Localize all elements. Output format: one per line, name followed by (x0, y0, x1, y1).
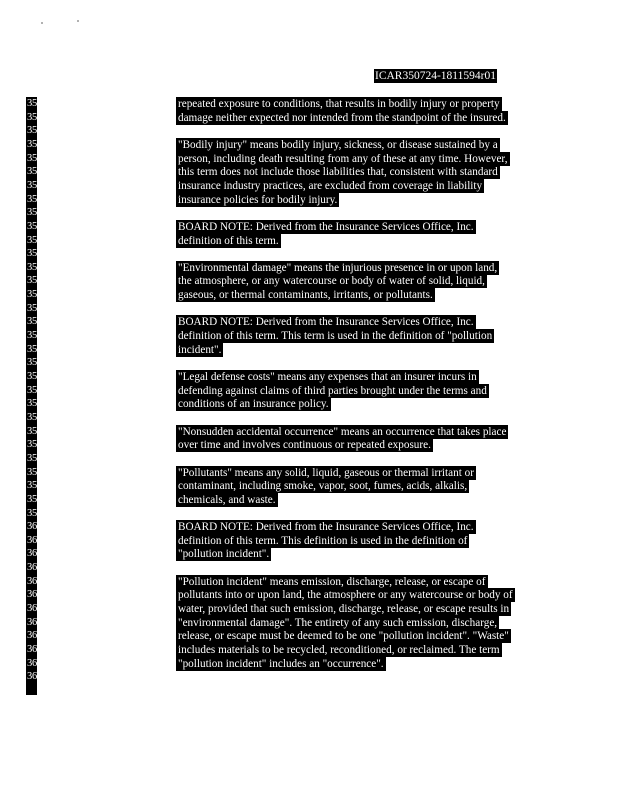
line-number: 3586 (27, 330, 48, 342)
text-line: definition of this term. (178, 234, 279, 247)
line-number: 3576 (27, 193, 48, 205)
text-line: chemicals, and waste. (178, 493, 276, 506)
line-number: 3575 (27, 179, 48, 191)
line-number: 3578 (27, 220, 48, 232)
line-number: 3600 (27, 521, 48, 533)
line-number: 3611 (27, 671, 47, 683)
text-line: BOARD NOTE: Derived from the Insurance Services Office, Inc. (178, 220, 474, 233)
text-line: gaseous, or thermal contaminants, irritants, or pollutants. (178, 289, 433, 302)
line-number: 3601 (27, 534, 48, 546)
line-number: 3571 (27, 125, 48, 137)
line-number: 3610 (27, 657, 48, 669)
line-number: 3589 (27, 371, 48, 382)
text-line: release, or escape must be deemed to be one "pollution incident". "Waste" (178, 630, 509, 643)
line-number: 3588 (27, 357, 48, 369)
line-number: 3573 (27, 152, 48, 164)
text-line: "Environmental damage" means the injurious presence in or upon land, (178, 261, 498, 274)
text-line: water, provided that such emission, discharge, release, or escape results in (178, 603, 510, 616)
text-line: "pollution incident" includes an "occurrence". (178, 657, 384, 670)
line-number: 3606 (27, 603, 48, 615)
text-line: damage neither expected nor intended from the standpoint of the insured. (178, 111, 506, 124)
text-line: BOARD NOTE: Derived from the Insurance Services Office, Inc. (178, 521, 474, 534)
text-line: repeated exposure to conditions, that results in bodily injury or property (178, 98, 500, 110)
text-line: defending against claims of third parties brought under the terms and (178, 384, 487, 397)
text-line: contaminant, including smoke, vapor, soot, fumes, acids, alkalis, (178, 480, 468, 493)
text-line: over time and involves continuous or repeated exposure. (178, 439, 431, 452)
line-number: 3607 (27, 616, 48, 628)
line-number: 3572 (27, 138, 48, 150)
line-number: 3594 (27, 439, 48, 451)
text-line: insurance industry practices, are excluded from coverage in liability (178, 179, 483, 192)
text-line: "Pollution incident" means emission, discharge, release, or escape of (178, 575, 486, 588)
line-number: 3591 (27, 398, 48, 410)
line-number: 3603 (27, 562, 48, 574)
line-number: 3584 (27, 302, 48, 314)
line-number: 3579 (27, 234, 48, 246)
line-number: 3599 (27, 507, 48, 519)
line-number: 3609 (27, 644, 48, 655)
scan-speck (41, 22, 43, 24)
line-number: 3569 (27, 98, 48, 109)
line-number: 3583 (27, 289, 48, 301)
line-number: 3582 (27, 275, 48, 287)
line-number: 3580 (27, 248, 48, 260)
text-line: person, including death resulting from any of these at any time. However, (178, 152, 508, 165)
line-number: 3604 (27, 575, 48, 587)
text-line: pollutants into or upon land, the atmosphere or any watercourse or body of (178, 589, 513, 602)
line-number: 3593 (27, 425, 48, 437)
text-line: the atmosphere, or any watercourse or body of water of solid, liquid, (178, 275, 485, 288)
text-line: "Pollutants" means any solid, liquid, gaseous or thermal irritant or (178, 466, 474, 479)
line-number: 3590 (27, 384, 48, 396)
line-number: 3570 (27, 111, 48, 123)
line-number: 3602 (27, 548, 48, 560)
text-line: "pollution incident". (178, 548, 270, 561)
line-number: 3595 (27, 452, 48, 464)
scan-speck (77, 20, 79, 22)
line-number: 3581 (27, 261, 48, 273)
text-line: incident". (178, 343, 222, 356)
text-line: BOARD NOTE: Derived from the Insurance Services Office, Inc. (178, 316, 474, 329)
text-line: this term does not include those liabilities that, consistent with standard (178, 166, 498, 179)
text-line: definition of this term. This definition is used in the definition of (178, 534, 468, 547)
line-number: 3596 (27, 466, 48, 478)
text-line: "environmental damage". The entirety of any such emission, discharge, (178, 616, 498, 629)
line-number: 3592 (27, 411, 48, 423)
line-number: 3577 (27, 207, 48, 219)
line-number: 3574 (27, 166, 48, 178)
line-number: 3598 (27, 493, 48, 505)
text-line: "Bodily injury" means bodily injury, sickness, or disease sustained by a (178, 138, 498, 151)
text-line: "Legal defense costs" means any expenses that an insurer incurs in (178, 371, 477, 383)
line-number: 3585 (27, 316, 48, 328)
line-number: 3608 (27, 630, 48, 642)
document-id: ICAR350724-1811594r01 (375, 70, 496, 82)
text-line: "Nonsudden accidental occurrence" means an occurrence that takes place (178, 425, 507, 438)
text-line: definition of this term. This term is used in the definition of "pollution (178, 330, 493, 343)
line-number: 3605 (27, 589, 48, 601)
text-line: includes materials to be recycled, reconditioned, or reclaimed. The term (178, 644, 500, 656)
text-line: conditions of an insurance policy. (178, 398, 329, 411)
line-number: 3587 (27, 343, 48, 355)
text-line: insurance policies for bodily injury. (178, 193, 338, 206)
line-number: 3597 (27, 480, 48, 492)
